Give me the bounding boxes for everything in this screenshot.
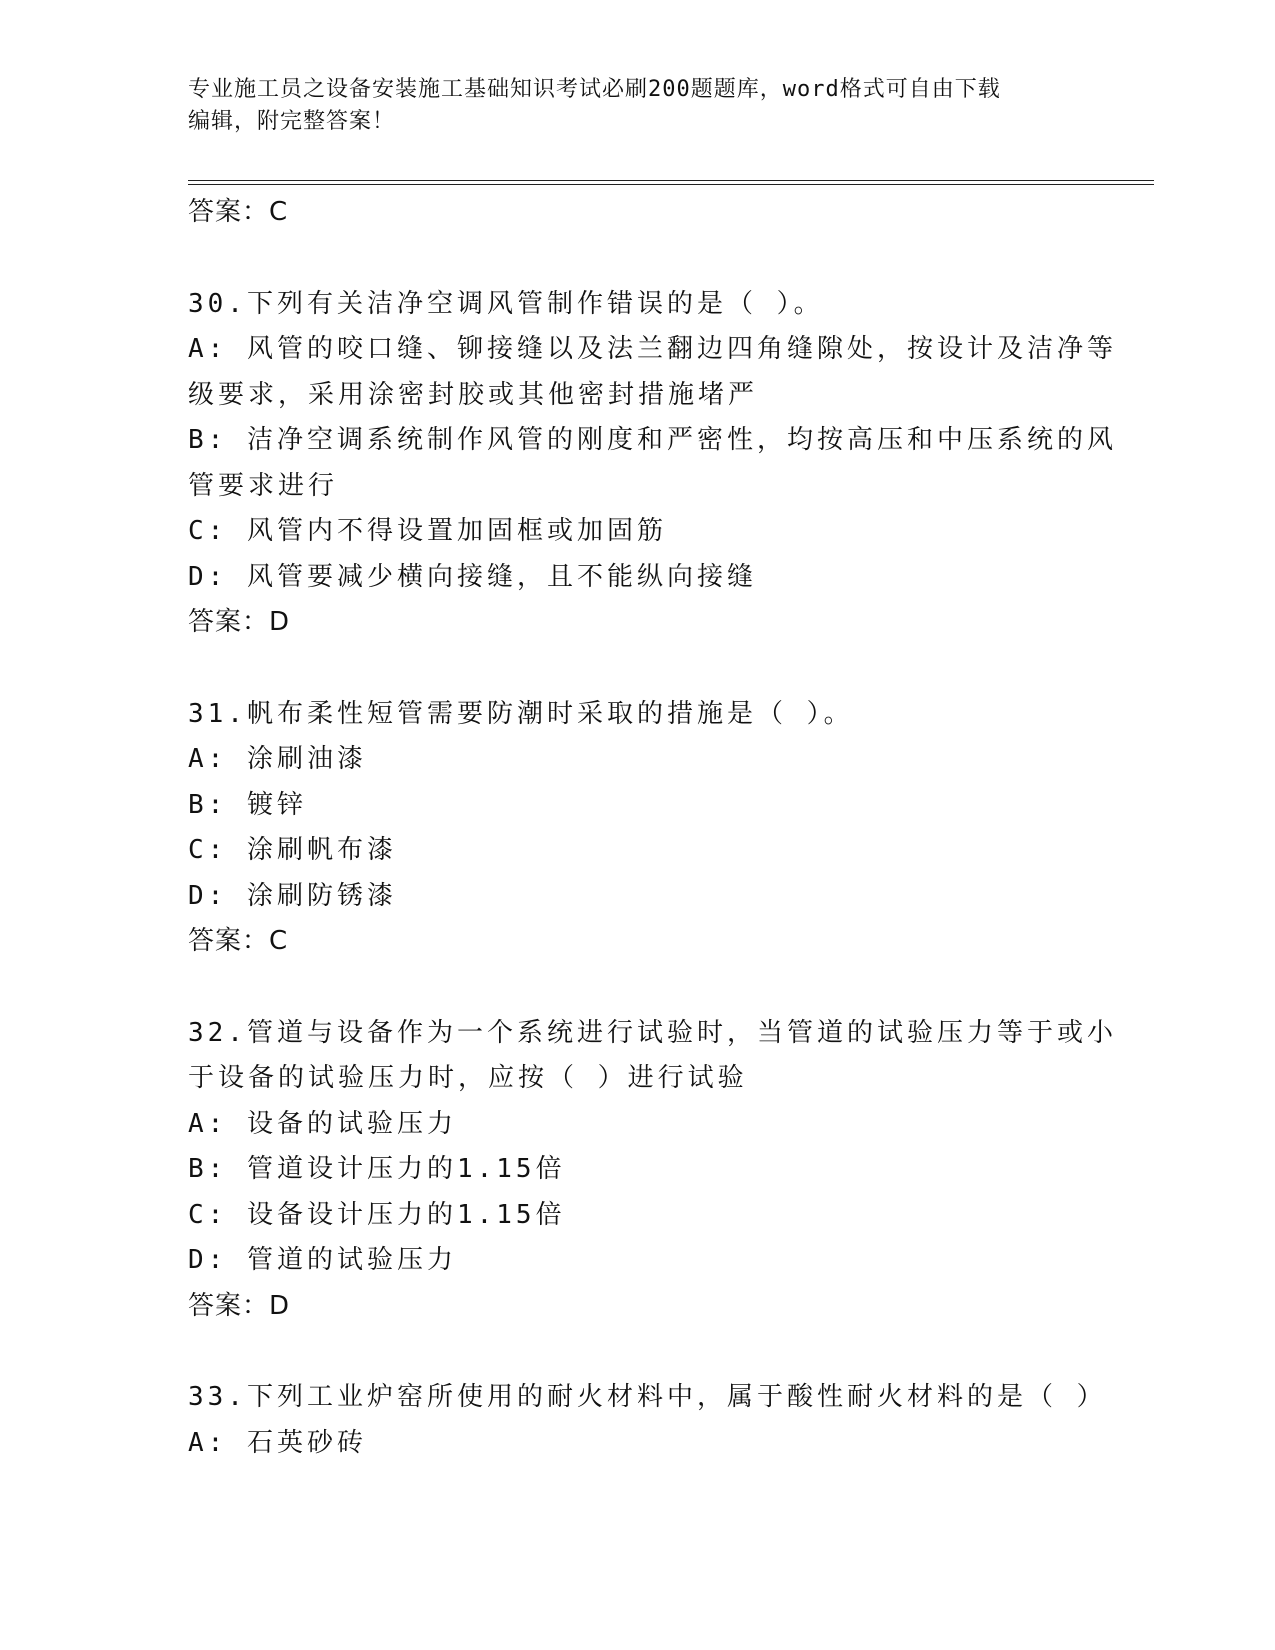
answer-line: 答案：C — [188, 926, 289, 956]
option-line: C: 设备设计压力的1.15倍 — [188, 1199, 566, 1230]
document-body — [188, 190, 1117, 1466]
option-line: A: 石英砂砖 — [188, 1427, 367, 1458]
option-line: D: 管道的试验压力 — [188, 1245, 457, 1275]
option-line: A: 设备的试验压力 — [188, 1108, 457, 1139]
spacer — [188, 965, 1088, 1011]
question-block — [188, 1011, 1117, 1330]
document-header — [188, 74, 1088, 138]
question-block — [188, 1375, 1107, 1466]
option-line: A: 风管的咬口缝、铆接缝以及法兰翻边四角缝隙处，按设计及洁净等 — [188, 334, 1117, 364]
question-block — [188, 282, 1117, 646]
spacer — [188, 1329, 1088, 1375]
answer-line: 答案：D — [188, 1290, 291, 1321]
answer-line: 答案：C — [188, 197, 289, 227]
option-line: C: 涂刷帆布漆 — [188, 835, 397, 865]
spacer — [188, 236, 1088, 282]
option-line: 级要求，采用涂密封胶或其他密封措施堵严 — [188, 379, 759, 410]
header-divider — [188, 180, 1154, 185]
question-block — [188, 692, 1088, 965]
option-line: B: 镀锌 — [188, 789, 307, 820]
header-line-2: 编辑，附完整答案！ — [188, 109, 396, 134]
spacer — [188, 646, 1088, 692]
option-line: B: 管道设计压力的1.15倍 — [188, 1154, 566, 1184]
question-stem: 30.下列有关洁净空调风管制作错误的是（ ）。 — [188, 288, 824, 319]
question-stem: 33.下列工业炉窑所使用的耐火材料中，属于酸性耐火材料的是（ ） — [188, 1382, 1107, 1412]
option-line: D: 风管要减少横向接缝，且不能纵向接缝 — [188, 561, 757, 592]
option-line: 管要求进行 — [188, 470, 339, 501]
option-line: A: 涂刷油漆 — [188, 744, 367, 774]
question-stem: 于设备的试验压力时，应按（ ）进行试验 — [188, 1063, 748, 1093]
answer-line: 答案：D — [188, 607, 291, 637]
question-stem: 31.帆布柔性短管需要防潮时采取的措施是（ ）。 — [188, 698, 854, 729]
option-line: D: 涂刷防锈漆 — [188, 880, 397, 911]
option-line: C: 风管内不得设置加固框或加固筋 — [188, 516, 667, 546]
header-line-1: 专业施工员之设备安装施工基础知识考试必刷200题题库，word格式可自由下载 — [188, 77, 1001, 102]
question-stem: 32.管道与设备作为一个系统进行试验时，当管道的试验压力等于或小 — [188, 1017, 1117, 1048]
option-line: B: 洁净空调系统制作风管的刚度和严密性，均按高压和中压系统的风 — [188, 425, 1117, 455]
